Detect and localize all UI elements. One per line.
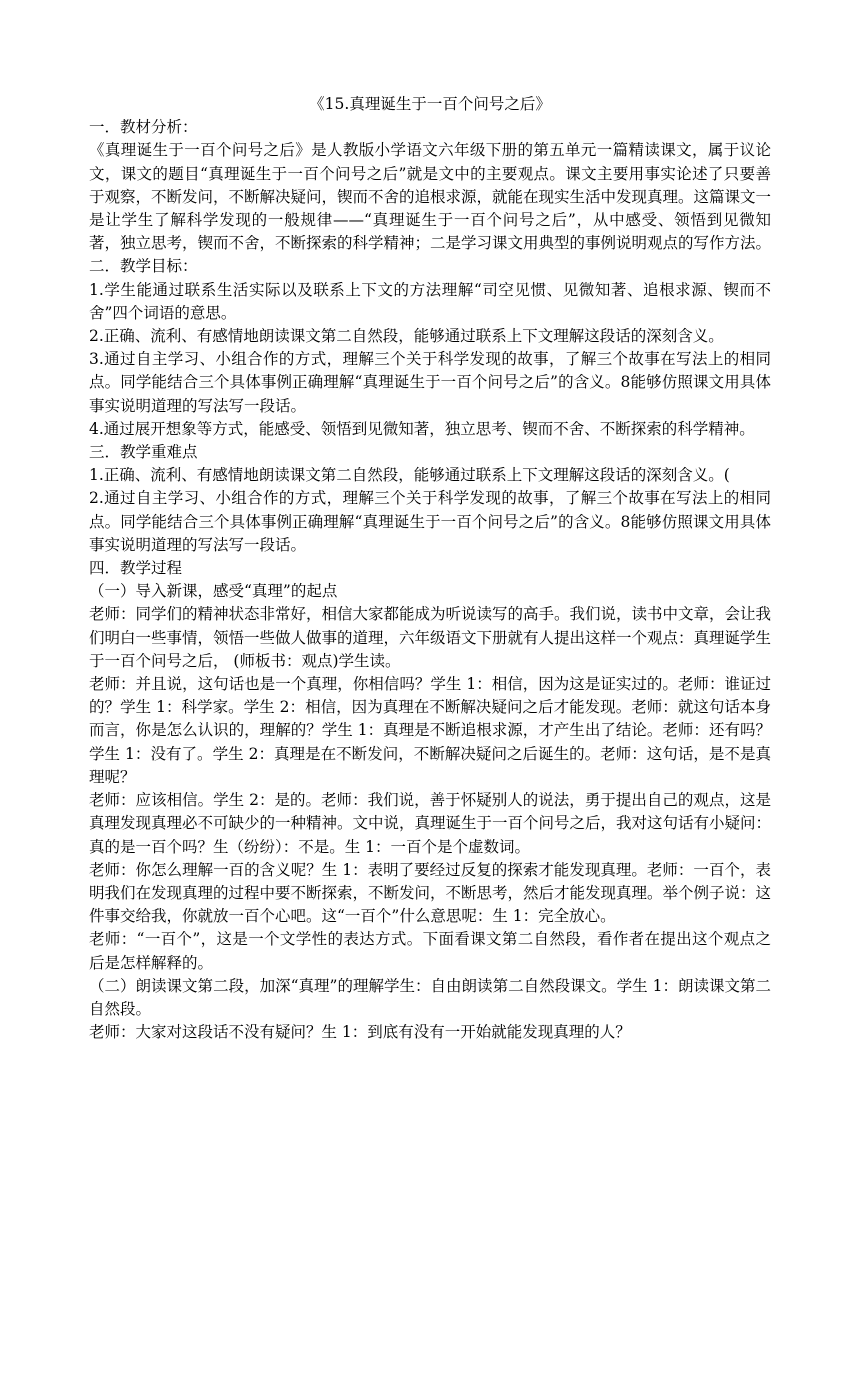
goal-item-3: 3.通过自主学习、小组合作的方式，理解三个关于科学发现的故事，了解三个故事在写法上的相同点。同学能结合三个具体事例正确理解“真理诞生于一百个问号之后”的含义。8能够仿照课文用具体事实说明道理的写法写一段话。 — [89, 350, 771, 415]
section-heading-goals: 二．教学目标： — [89, 257, 198, 276]
goal-item-2: 2.正确、流利、有感情地朗读课文第二自然段，能够通过联系上下文理解这段话的深刻含义。 — [89, 327, 724, 346]
dialogue-paragraph: 老师：大家对这段话不没有疑问？生 1：到底有没有一开始就能发现真理的人？ — [89, 1023, 631, 1042]
goal-item-1: 1.学生能通过联系生活实际以及联系上下文的方法理解“司空见惯、见微知著、追根求源、锲而不舍”四个词语的意思。 — [89, 280, 771, 322]
key-point-item-1: 1.正确、流利、有感情地朗读课文第二自然段，能够通过联系上下文理解这段话的深刻含义。( — [89, 466, 730, 485]
dialogue-paragraph: 老师：“一百个”，这是一个文学性的表达方式。下面看课文第二自然段，看作者在提出这个观点之后是怎样解释的。 — [89, 930, 771, 972]
dialogue-paragraph: 老师：应该相信。学生 2：是的。老师：我们说，善于怀疑别人的说法，勇于提出自己的观点，这是真理发现真理必不可缺少的一种精神。文中说，真理诞生于一百个问号之后，我对这句话有小疑问：真的是一百个吗？生（纷纷）：不是。生 1：一百个是个虚数词。 — [89, 791, 772, 856]
section-heading-analysis: 一．教材分析： — [89, 118, 198, 137]
section-heading-process: 四．教学过程 — [89, 559, 183, 578]
document-body — [89, 93, 771, 1044]
dialogue-paragraph: 老师：你怎么理解一百的含义呢？生 1：表明了要经过反复的探索才能发现真理。老师：一百个，表明我们在发现真理的过程中要不断探索，不断发问，不断思考，然后才能发现真理。举个例子说：这件事交给我，你就放一百个心吧。这“一百个”什么意思呢：生 1：完全放心。 — [89, 860, 772, 926]
paragraph-analysis: 《真理诞生于一百个问号之后》是人教版小学语文六年级下册的第五单元一篇精读课文，属于议论文，课文的题目“真理诞生于一百个问号之后”就是文中的主要观点。课文主要用事实论述了只要善于观察，不断发问，不断解决疑问，锲而不舍的追根求源，就能在现实生活中发现真理。这篇课文一是让学生了解科学发现的一般规律——“真理诞生于一百个问号之后”，从中感受、领悟到见微知著，独立思考，锲而不舍，不断探索的科学精神；二是学习课文用典型的事例说明观点的写作方法。 — [89, 141, 772, 253]
section-heading-key-points: 三．教学重难点 — [89, 443, 198, 462]
subsection-heading-intro: （一）导入新课，感受“真理”的起点 — [89, 582, 338, 601]
dialogue-paragraph: 老师：并且说，这句话也是一个真理，你相信吗？学生 1：相信，因为这是证实过的。老师：谁证过的？学生 1：科学家。学生 2：相信，因为真理在不断解决疑问之后才能发现。老师：就这句话本身而言，你是怎么认识的，理解的？学生 1：真理是不断追根求源，才产生出了结论。老师：还有吗？学生 1：没有了。学生 2：真理是在不断发问，不断解决疑问之后诞生的。老师：这句话，是不是真理呢？ — [89, 675, 771, 786]
goal-item-4: 4.通过展开想象等方式，能感受、领悟到见微知著，独立思考、锲而不舍、不断探索的科学精神。 — [89, 419, 755, 438]
key-point-item-2: 2.通过自主学习、小组合作的方式，理解三个关于科学发现的故事，了解三个故事在写法上的相同点。同学能结合三个具体事例正确理解“真理诞生于一百个问号之后”的含义。8能够仿照课文用具体事实说明道理的写法写一段话。 — [89, 489, 771, 554]
subsection-heading-reading: （二）朗读课文第二段，加深“真理”的理解学生：自由朗读第二自然段课文。学生 1：朗读课文第二自然段。 — [89, 976, 771, 1018]
dialogue-paragraph: 老师：同学们的精神状态非常好，相信大家都能成为听说读写的高手。我们说，读书中文章，会让我们明白一些事情，领悟一些做人做事的道理，六年级语文下册就有人提出这样一个观点：真理诞学生于一百个问号之后， (师板书：观点)学生读。 — [89, 605, 772, 670]
document-title: 《15.真理诞生于一百个问号之后》 — [309, 95, 551, 113]
